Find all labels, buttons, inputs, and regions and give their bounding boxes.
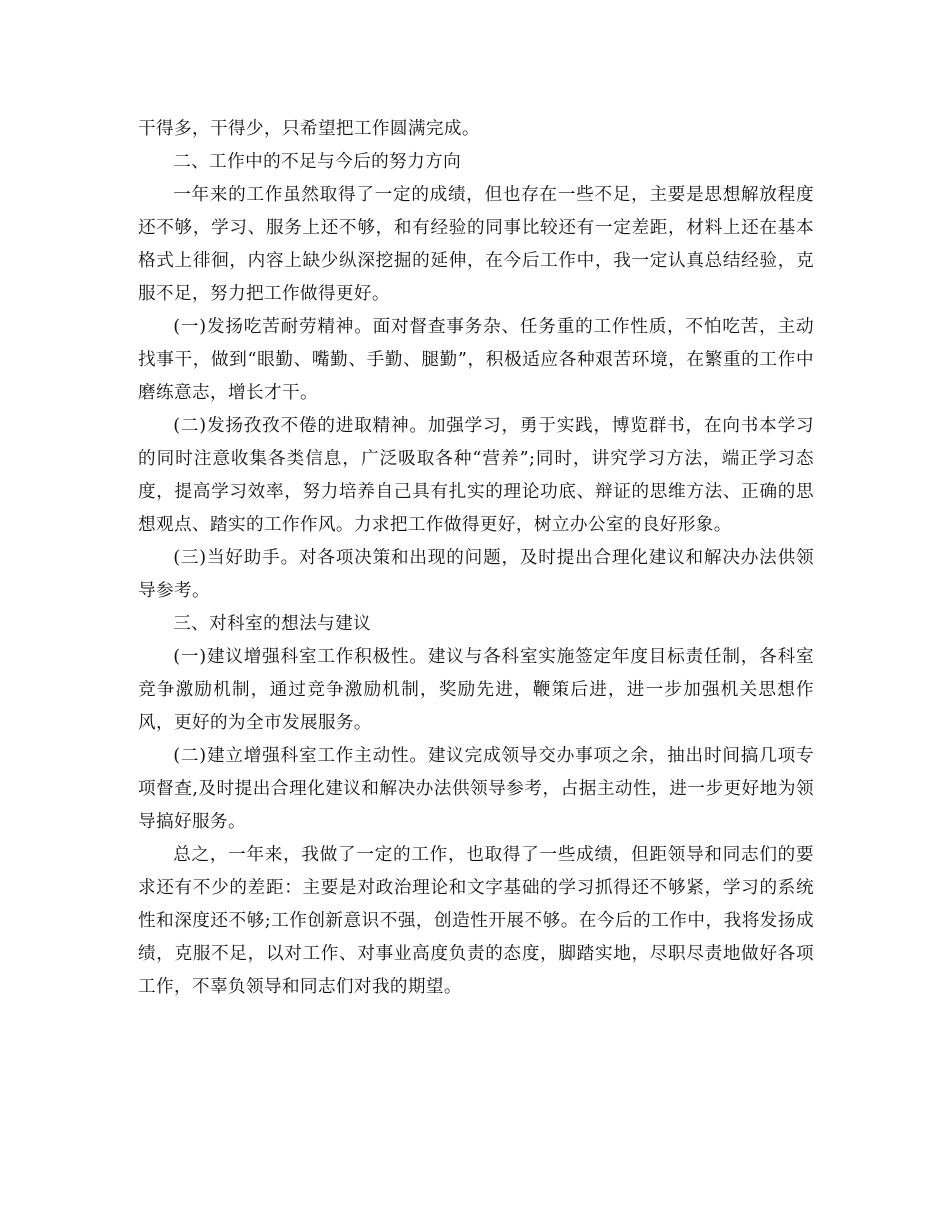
paragraph-shortcomings: 一年来的工作虽然取得了一定的成绩，但也存在一些不足，主要是思想解放程度还不够，学习、服务上还不够，和有经验的同事比较还有一定差距，材料上还在基本格式上徘徊，内容上缺少纵深挖掘的延伸，在今后工作中，我一定认真总结经验，克服不足，努力把工作做得更好。 bbox=[138, 185, 814, 304]
section-heading-2: 二、工作中的不足与今后的努力方向 bbox=[173, 152, 462, 172]
paragraph-continuation: 干得多，干得少，只希望把工作圆满完成。 bbox=[138, 119, 480, 139]
document-body bbox=[138, 113, 814, 1004]
paragraph-suggestion-1: (一)建议增强科室工作积极性。建议与各科室实施签定年度目标责任制，各科室竞争激励机制，通过竞争激励机制，奖励先进，鞭策后进，进一步加强机关思想作风，更好的为全市发展服务。 bbox=[138, 647, 814, 733]
paragraph-item-2: (二)发扬孜孜不倦的进取精神。加强学习，勇于实践，博览群书，在向书本学习的同时注意收集各类信息，广泛吸取各种“营养”;同时，讲究学习方法，端正学习态度，提高学习效率，努力培养自己具有扎实的理论功底、辩证的思维方法、正确的思想观点、踏实的工作作风。力求把工作做得更好，树立办公室的良好形象。 bbox=[138, 416, 814, 535]
paragraph-item-3: (三)当好助手。对各项决策和出现的问题，及时提出合理化建议和解决办法供领导参考。 bbox=[138, 548, 814, 601]
paragraph-suggestion-2: (二)建立增强科室工作主动性。建议完成领导交办事项之余，抽出时间搞几项专项督查,及时提出合理化建议和解决办法供领导参考，占据主动性，进一步更好地为领导搞好服务。 bbox=[138, 746, 814, 832]
paragraph-item-1: (一)发扬吃苦耐劳精神。面对督查事务杂、任务重的工作性质，不怕吃苦，主动找事干，做到“眼勤、嘴勤、手勤、腿勤”，积极适应各种艰苦环境，在繁重的工作中磨练意志，增长才干。 bbox=[138, 317, 814, 403]
section-heading-3: 三、对科室的想法与建议 bbox=[173, 614, 372, 634]
paragraph-conclusion: 总之，一年来，我做了一定的工作，也取得了一些成绩，但距领导和同志们的要求还有不少的差距：主要是对政治理论和文字基础的学习抓得还不够紧，学习的系统性和深度还不够;工作创新意识不强，创造性开展不够。在今后的工作中，我将发扬成绩，克服不足，以对工作、对事业高度负责的态度，脚踏实地，尽职尽责地做好各项工作，不辜负领导和同志们对我的期望。 bbox=[138, 845, 814, 997]
